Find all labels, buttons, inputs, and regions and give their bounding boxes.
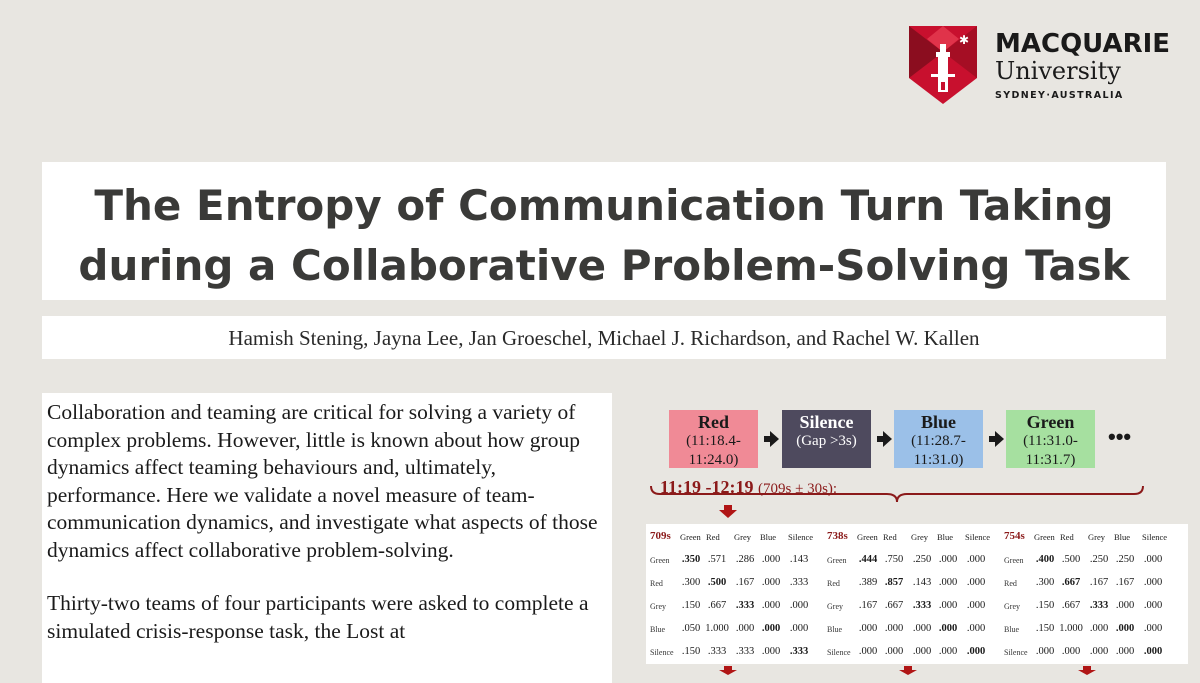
matrix-row-label: Silence (1004, 648, 1028, 657)
poster-title (42, 176, 1166, 296)
sequence-box-silence (782, 410, 871, 468)
matrix-column-header: Green (1034, 532, 1055, 542)
logo-line-3: SYDNEY·AUSTRALIA (995, 90, 1124, 101)
abstract-paragraph-2: Thirty-two teams of four participants were asked to complete a simulated crisis-response task, the Lost at (47, 591, 589, 643)
matrix-cell: .571 (707, 554, 727, 565)
matrix-duration-label: 738s (827, 530, 848, 542)
matrix-row-label: Blue (827, 625, 843, 634)
matrix-cell: .000 (858, 646, 878, 657)
down-arrow-icon (719, 510, 737, 518)
matrix-cell: .333 (789, 646, 809, 657)
right-arrow-icon (883, 431, 892, 447)
matrix-cell: .250 (1115, 554, 1135, 565)
sequence-box-time-start: (Gap >3s) (796, 433, 857, 449)
matrix-cell: .400 (1035, 554, 1055, 565)
time-window-label (660, 477, 837, 498)
sequence-continues-ellipsis: ••• (1108, 424, 1132, 449)
matrix-cell: .000 (761, 554, 781, 565)
logo-line-2: University (995, 57, 1121, 85)
matrix-cell: .000 (938, 600, 958, 611)
matrix-cell: .000 (789, 600, 809, 611)
matrix-cell: .000 (1143, 600, 1163, 611)
matrix-cell: .000 (1089, 623, 1109, 634)
matrix-row-label: Grey (1004, 602, 1020, 611)
matrix-column-header: Green (857, 532, 878, 542)
matrix-cell: .000 (761, 600, 781, 611)
macquarie-logo (909, 26, 1171, 106)
matrix-cell: .444 (858, 554, 878, 565)
matrix-cell: .333 (1089, 600, 1109, 611)
down-arrow-icon (719, 670, 737, 675)
matrix-cell: .250 (1089, 554, 1109, 565)
matrix-cell: .389 (858, 577, 878, 588)
matrix-cell: .667 (1061, 577, 1081, 588)
matrix-column-header: Green (680, 532, 701, 542)
matrix-cell: .250 (912, 554, 932, 565)
matrix-column-header: Red (883, 532, 897, 542)
matrix-cell: .167 (1089, 577, 1109, 588)
matrix-column-header: Grey (734, 532, 751, 542)
matrix-cell: .000 (966, 554, 986, 565)
matrix-cell: .350 (681, 554, 701, 565)
matrix-cell: 1.000 (705, 623, 729, 634)
matrix-cell: .150 (1035, 623, 1055, 634)
matrix-cell: .000 (938, 577, 958, 588)
matrix-cell: .167 (735, 577, 755, 588)
matrix-cell: .000 (938, 623, 958, 634)
matrix-cell: .000 (938, 554, 958, 565)
logo-line-1: MACQUARIE (995, 29, 1171, 59)
sequence-box-time-end: 11:31.7) (1025, 452, 1076, 468)
sequence-box-speaker: Green (1026, 412, 1075, 432)
sequence-box-blue (894, 410, 983, 468)
matrix-cell: .000 (966, 623, 986, 634)
matrix-column-header: Silence (965, 532, 991, 542)
matrix-cell: .333 (735, 600, 755, 611)
matrix-cell: .000 (966, 646, 986, 657)
matrix-cell: .500 (1061, 554, 1081, 565)
right-arrow-icon (995, 431, 1004, 447)
matrix-row-label: Red (650, 579, 663, 588)
matrix-row-label: Green (1004, 556, 1024, 565)
matrix-row-label: Blue (650, 625, 666, 634)
matrix-row-label: Grey (827, 602, 843, 611)
transition-matrix (823, 524, 1011, 664)
down-arrow-icon (1078, 670, 1096, 675)
transition-matrix (646, 524, 834, 664)
matrix-cell: .000 (966, 577, 986, 588)
matrix-row-label: Green (650, 556, 670, 565)
matrix-column-header: Grey (1088, 532, 1105, 542)
matrix-cell: .000 (1143, 554, 1163, 565)
matrix-cell: .000 (912, 646, 932, 657)
matrix-cell: .667 (707, 600, 727, 611)
matrix-cell: .000 (789, 623, 809, 634)
matrix-cell: .050 (681, 623, 701, 634)
matrix-cell: .500 (707, 577, 727, 588)
down-arrow-icon (899, 670, 917, 675)
sequence-box-red (669, 410, 758, 468)
matrix-cell: 1.000 (1059, 623, 1083, 634)
matrix-row-label: Silence (827, 648, 851, 657)
matrix-column-header: Red (1060, 532, 1074, 542)
matrix-column-header: Blue (760, 532, 777, 542)
matrix-cell: .000 (1115, 600, 1135, 611)
matrix-column-header: Red (706, 532, 720, 542)
title-line-2: during a Collaborative Problem-Solving Task (78, 241, 1130, 290)
sequence-box-time-end: 11:31.0) (913, 452, 964, 468)
matrix-row-label: Silence (650, 648, 674, 657)
abstract-paragraph-1: Collaboration and teaming are critical for solving a variety of complex problems. However, little is known about how group dynamics affect teaming behaviours and, ultimately, performance. Here we validate a novel measure of team-communication dynamics, and investigate what aspects of those dynamics affect collaborative problem-solving. (47, 400, 598, 562)
matrix-cell: .143 (912, 577, 932, 588)
sequence-box-speaker: Red (698, 412, 729, 432)
matrix-cell: .000 (1143, 623, 1163, 634)
matrix-cell: .150 (681, 600, 701, 611)
matrix-cell: .333 (707, 646, 727, 657)
matrix-cell: .000 (1089, 646, 1109, 657)
matrix-row-label: Red (827, 579, 840, 588)
matrix-cell: .667 (884, 600, 904, 611)
matrix-row-label: Red (1004, 579, 1017, 588)
matrix-cell: .000 (1143, 577, 1163, 588)
sequence-box-time-start: (11:28.7- (911, 433, 966, 449)
matrix-cell: .333 (735, 646, 755, 657)
matrix-duration-label: 709s (650, 530, 671, 542)
matrix-cell: .143 (789, 554, 809, 565)
abstract-panel (42, 393, 612, 683)
matrix-cell: .000 (761, 577, 781, 588)
matrix-cell: .000 (938, 646, 958, 657)
transition-matrix (1000, 524, 1188, 664)
matrix-row-label: Blue (1004, 625, 1020, 634)
matrix-duration-label: 754s (1004, 530, 1025, 542)
title-line-1: The Entropy of Communication Turn Taking (94, 181, 1114, 230)
matrix-cell: .000 (761, 623, 781, 634)
author-list: Hamish Stening, Jayna Lee, Jan Groeschel, Michael J. Richardson, and Rachel W. Kallen (228, 326, 980, 350)
matrix-cell: .300 (681, 577, 701, 588)
matrix-cell: .333 (789, 577, 809, 588)
sequence-box-speaker: Silence (799, 412, 854, 432)
matrix-cell: .333 (912, 600, 932, 611)
matrix-row-label: Green (827, 556, 847, 565)
matrix-column-header: Grey (911, 532, 928, 542)
abstract-text (47, 399, 602, 671)
matrix-cell: .000 (912, 623, 932, 634)
matrix-cell: .150 (1035, 600, 1055, 611)
matrix-cell: .300 (1035, 577, 1055, 588)
matrix-cell: .000 (966, 600, 986, 611)
matrix-row-label: Grey (650, 602, 666, 611)
matrix-cell: .000 (1143, 646, 1163, 657)
university-shield-icon (909, 26, 977, 104)
matrix-column-header: Silence (788, 532, 814, 542)
sequence-box-time-start: (11:31.0- (1023, 433, 1078, 449)
matrix-cell: .857 (884, 577, 904, 588)
matrix-cell: .750 (884, 554, 904, 565)
time-window-range: 11:19 -12:19 (660, 477, 754, 497)
sequence-box-speaker: Blue (920, 412, 956, 432)
authors-panel (42, 316, 1166, 359)
matrix-cell: .000 (1061, 646, 1081, 657)
time-window-duration: (709s ± 30s): (758, 481, 838, 497)
matrix-cell: .000 (884, 623, 904, 634)
matrix-column-header: Blue (1114, 532, 1131, 542)
matrix-cell: .000 (884, 646, 904, 657)
svg-text:✱: ✱ (959, 33, 970, 47)
matrix-column-header: Silence (1142, 532, 1168, 542)
matrix-cell: .000 (761, 646, 781, 657)
matrix-cell: .000 (1035, 646, 1055, 657)
matrix-cell: .000 (1115, 623, 1135, 634)
sequence-box-green (1006, 410, 1095, 468)
matrix-cell: .000 (858, 623, 878, 634)
matrix-cell: .000 (735, 623, 755, 634)
title-panel (42, 162, 1166, 300)
matrix-cell: .150 (681, 646, 701, 657)
matrix-cell: .286 (735, 554, 755, 565)
matrix-column-header: Blue (937, 532, 954, 542)
sequence-box-time-end: 11:24.0) (688, 452, 739, 468)
sequence-box-time-start: (11:18.4- (686, 433, 741, 449)
matrix-cell: .167 (1115, 577, 1135, 588)
matrix-cell: .167 (858, 600, 878, 611)
right-arrow-icon (770, 431, 779, 447)
matrix-cell: .667 (1061, 600, 1081, 611)
matrix-cell: .000 (1115, 646, 1135, 657)
